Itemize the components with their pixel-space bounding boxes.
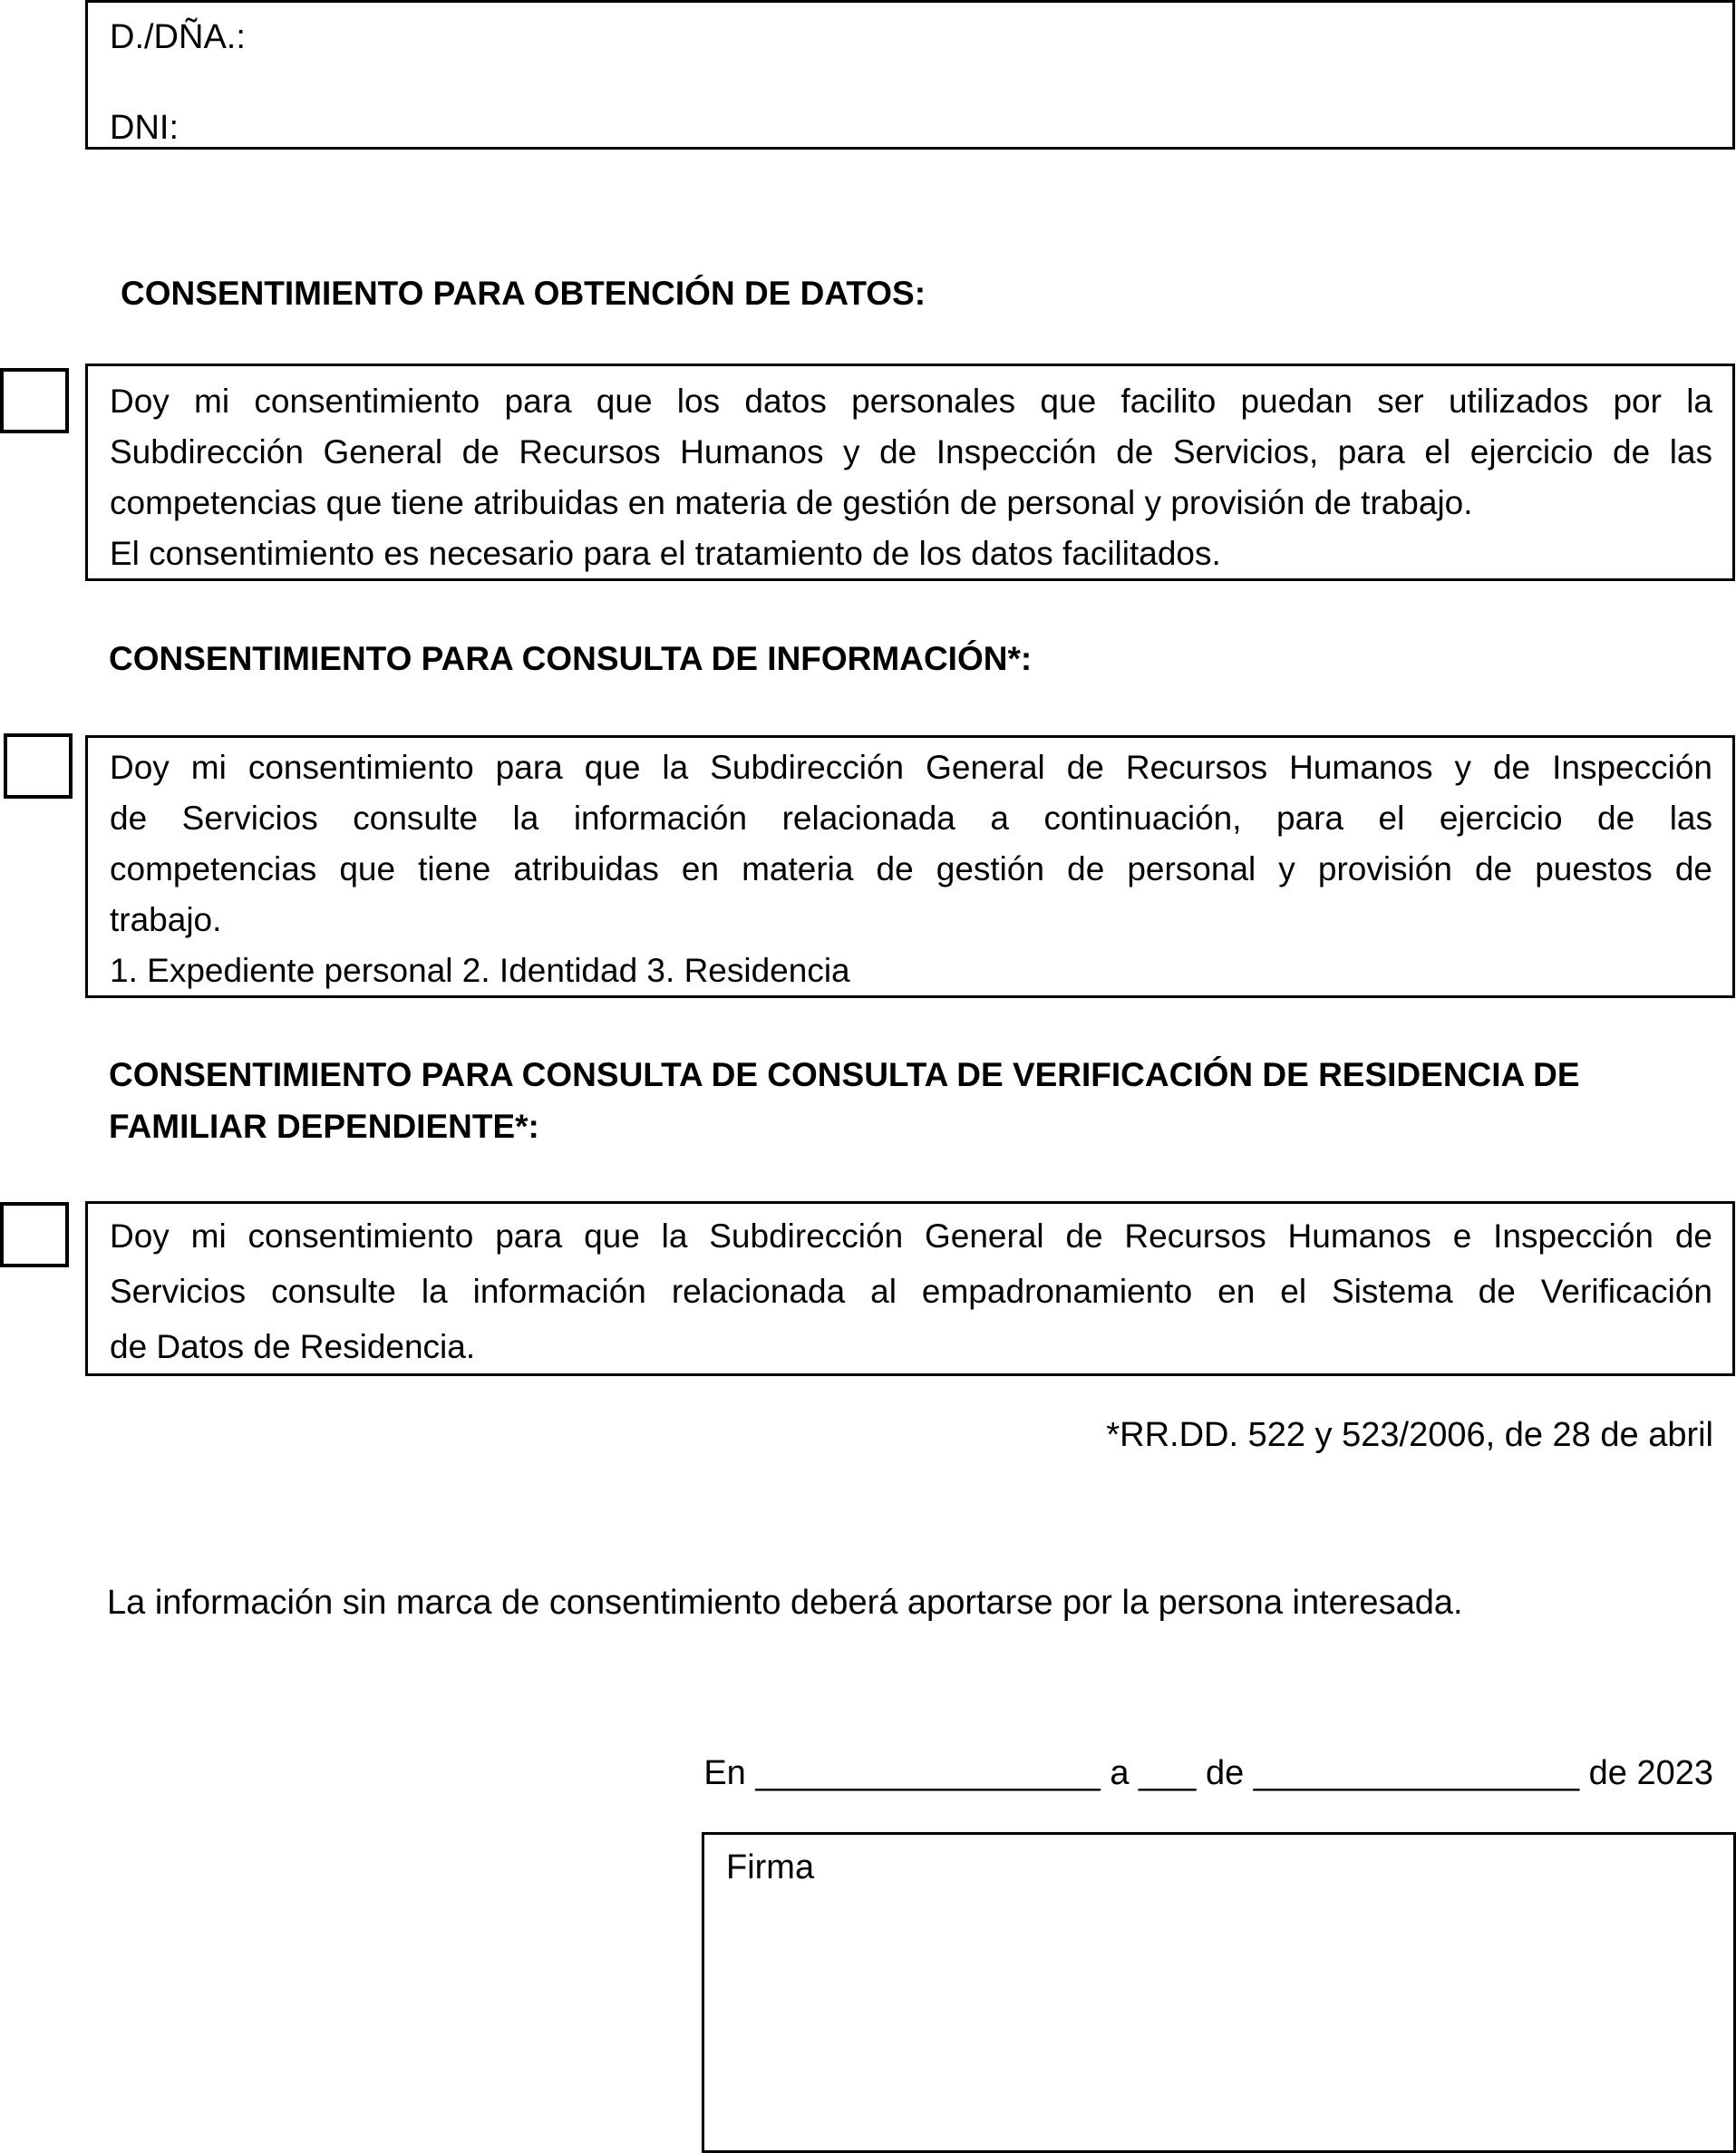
section1-title: CONSENTIMIENTO PARA OBTENCIÓN DE DATOS: <box>121 275 926 312</box>
date-line: En __________________ a ___ de _________________ de 2023 <box>703 1754 1713 1792</box>
notice-text: La información sin marca de consentimiento deberá aportarse por la persona interesada. <box>107 1584 1463 1622</box>
section1-text <box>110 376 1712 579</box>
signature-label: Firma <box>726 1848 815 1886</box>
section2-line-4: trabajo. <box>110 901 222 938</box>
section2-title: CONSENTIMIENTO PARA CONSULTA DE INFORMACIÓN*: <box>109 640 1033 677</box>
signature-box[interactable] <box>702 1832 1736 2153</box>
section3-line-2: Servicios consulte la información relacionada al empadronamiento en el Sistema de Verificación <box>110 1273 1712 1310</box>
section1-line-1: Doy mi consentimiento para que los datos personales que facilito puedan ser utilizados por la <box>110 383 1712 420</box>
section2-line-5: 1. Expediente personal 2. Identidad 3. Residencia <box>110 952 850 989</box>
section3-line-1: Doy mi consentimiento para que la Subdirección General de Recursos Humanos e Inspección de <box>110 1217 1712 1255</box>
consent-query-checkbox[interactable] <box>4 733 73 799</box>
section1-line-4: El consentimiento es necesario para el tratamiento de los datos facilitados. <box>110 535 1221 572</box>
section3-text <box>110 1208 1712 1374</box>
name-label: D./DÑA.: <box>110 18 246 56</box>
consent-residence-checkbox[interactable] <box>0 1202 69 1267</box>
consent-obtain-checkbox[interactable] <box>0 368 69 433</box>
section3-title-line-2: FAMILIAR DEPENDIENTE*: <box>109 1108 539 1145</box>
footnote: *RR.DD. 522 y 523/2006, de 28 de abril <box>1106 1416 1713 1454</box>
section1-line-2: Subdirección General de Recursos Humanos y de Inspección de Servicios, para el ejercicio de las <box>110 433 1712 470</box>
section2-line-1: Doy mi consentimiento para que la Subdirección General de Recursos Humanos y de Inspección <box>110 749 1712 786</box>
section1-line-3: competencias que tiene atribuidas en materia de gestión de personal y provisión de trabajo. <box>110 484 1473 521</box>
section1-box <box>85 364 1735 581</box>
section2-text <box>110 742 1712 996</box>
section3-title-line-1: CONSENTIMIENTO PARA CONSULTA DE CONSULTA DE VERIFICACIÓN DE RESIDENCIA DE <box>109 1056 1580 1093</box>
section3-title <box>109 1049 1736 1152</box>
section3-line-3: de Datos de Residencia. <box>110 1328 476 1365</box>
section3-box <box>85 1201 1735 1376</box>
identity-box <box>85 0 1735 150</box>
section2-line-3: competencias que tiene atribuidas en materia de gestión de personal y provisión de puestos de <box>110 850 1712 887</box>
section2-box <box>85 735 1735 998</box>
dni-label: DNI: <box>110 109 179 147</box>
section2-line-2: de Servicios consulte la información relacionada a continuación, para el ejercicio de las <box>110 800 1712 837</box>
